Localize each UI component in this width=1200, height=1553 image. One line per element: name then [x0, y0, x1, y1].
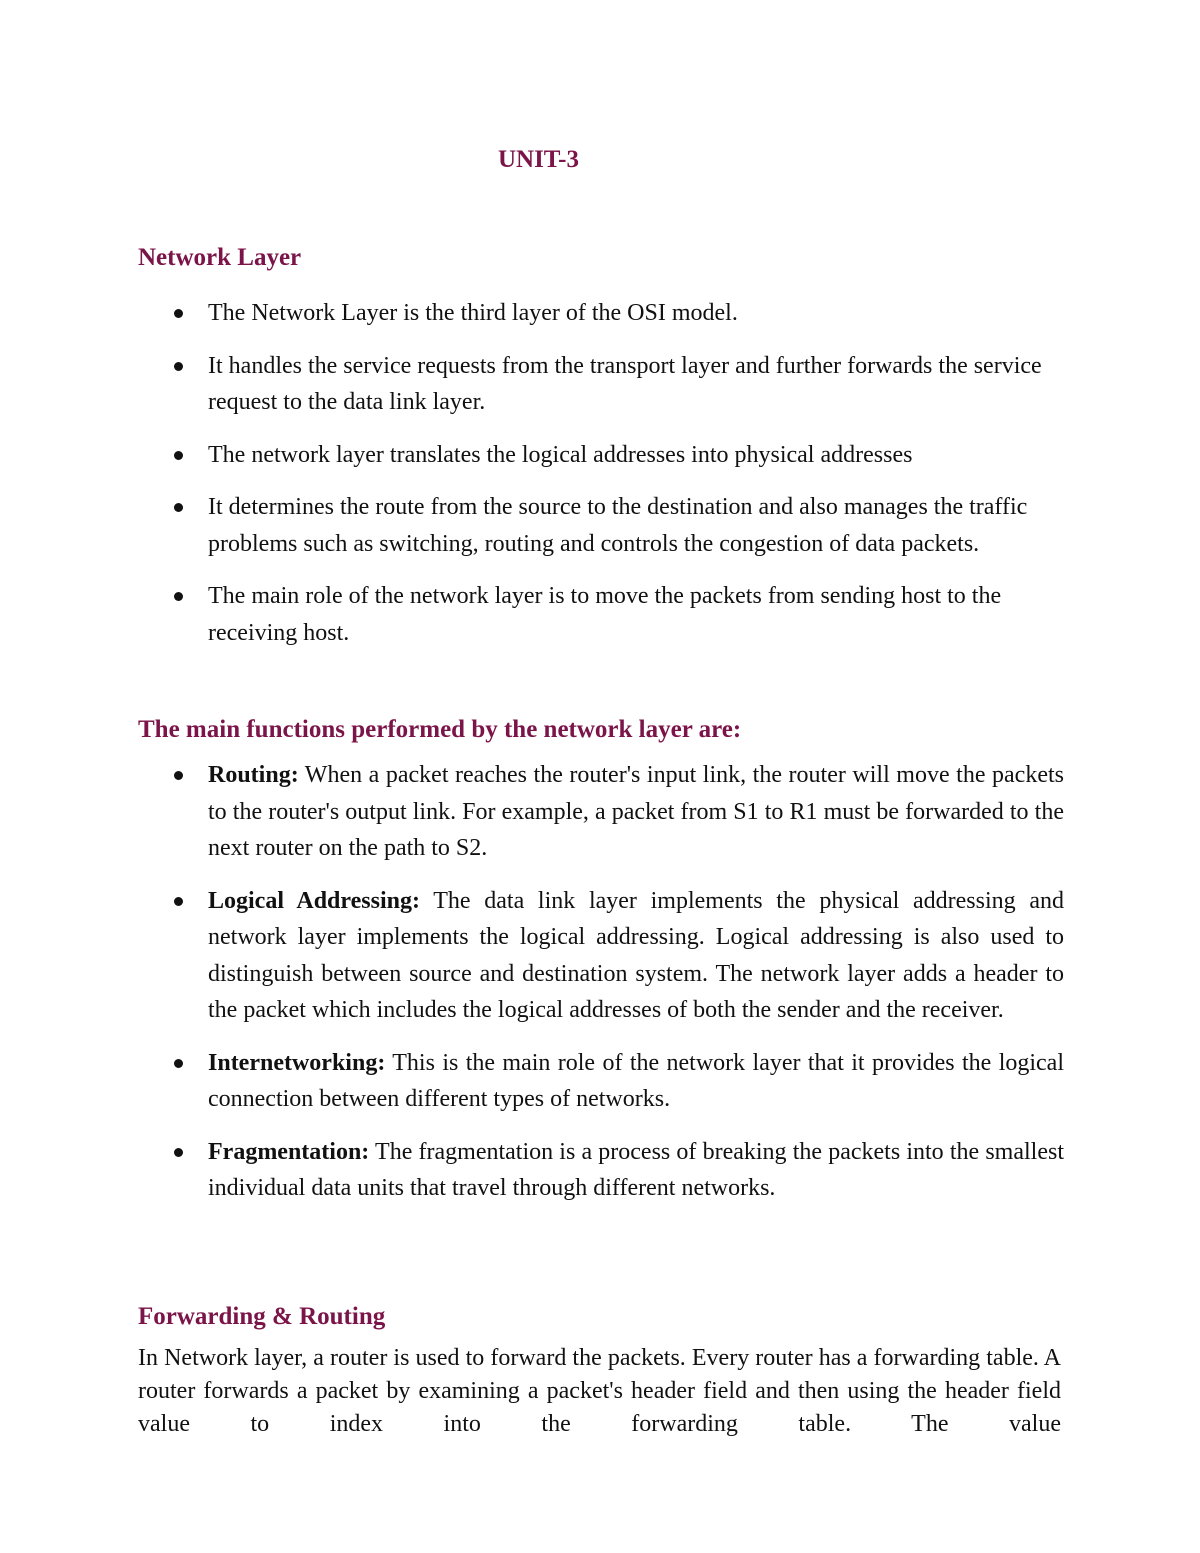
list-item [138, 489, 1064, 562]
bullet-icon [174, 309, 183, 318]
bullet-icon [174, 592, 183, 601]
list-item-fragmentation [138, 1134, 1064, 1207]
bullet-icon [174, 362, 183, 371]
bullet-text: The network layer translates the logical addresses into physical addresses [208, 441, 913, 468]
bullet-text: The main role of the network layer is to move the packets from sending host to the receiving host. [208, 583, 1002, 646]
bullet-text: The Network Layer is the third layer of the OSI model. [208, 300, 738, 326]
term-description: The fragmentation is a process of breaking the packets into the smallest individual data units that travel through different networks. [208, 1138, 1064, 1201]
list-item [138, 295, 1064, 332]
forwarding-paragraph: In Network layer, a router is used to forward the packets. Every router has a forwarding table. A router forwards a packet by examining a packet's header field and then using the header field value to index into the forwarding table. The value [138, 1345, 1061, 1437]
term-description: The data link layer implements the physical addressing and network layer implements the logical addressing. Logical addressing is also used to distinguish between source and destination system. The network layer adds a header to the packet which includes the logical addresses of both the sender and the receiver. [208, 887, 1065, 1023]
term-description: This is the main role of the network layer that it provides the logical connection between different types of networks. [208, 1049, 1064, 1112]
term-label: Fragmentation: [208, 1138, 370, 1165]
list-item-logical-addressing [138, 883, 1064, 1029]
bullet-text: It handles the service requests from the transport layer and further forwards the service request to the data link layer. [208, 352, 1042, 415]
bullet-icon [174, 1148, 183, 1157]
bullet-icon [174, 897, 183, 906]
list-item [138, 348, 1064, 421]
section-heading-network-layer: Network Layer [138, 244, 302, 271]
term-label: Routing: [208, 762, 299, 788]
bullet-icon [174, 451, 183, 460]
section-heading-main-functions: The main functions performed by the network layer are: [138, 716, 742, 743]
bullet-icon [174, 771, 183, 780]
bullet-text: It determines the route from the source to the destination and also manages the traffic problems such as switching, routing and controls the congestion of data packets. [208, 494, 1028, 557]
list-item [138, 578, 1064, 651]
unit-title: UNIT-3 [497, 146, 580, 173]
network-layer-bullet-list [138, 295, 1064, 651]
bullet-icon [174, 503, 183, 512]
section-heading-forwarding-routing: Forwarding & Routing [138, 1303, 386, 1330]
term-label: Logical Addressing: [208, 887, 420, 914]
term-description: When a packet reaches the router's input link, the router will move the packets to the router's output link. For example, a packet from S1 to R1 must be forwarded to the next router on the path to S2. [208, 762, 1064, 861]
list-item [138, 437, 1064, 474]
list-item-internetworking [138, 1045, 1064, 1118]
bullet-icon [174, 1059, 183, 1068]
list-item-routing [138, 757, 1064, 867]
functions-bullet-list [138, 757, 1064, 1207]
term-label: Internetworking: [208, 1049, 386, 1076]
